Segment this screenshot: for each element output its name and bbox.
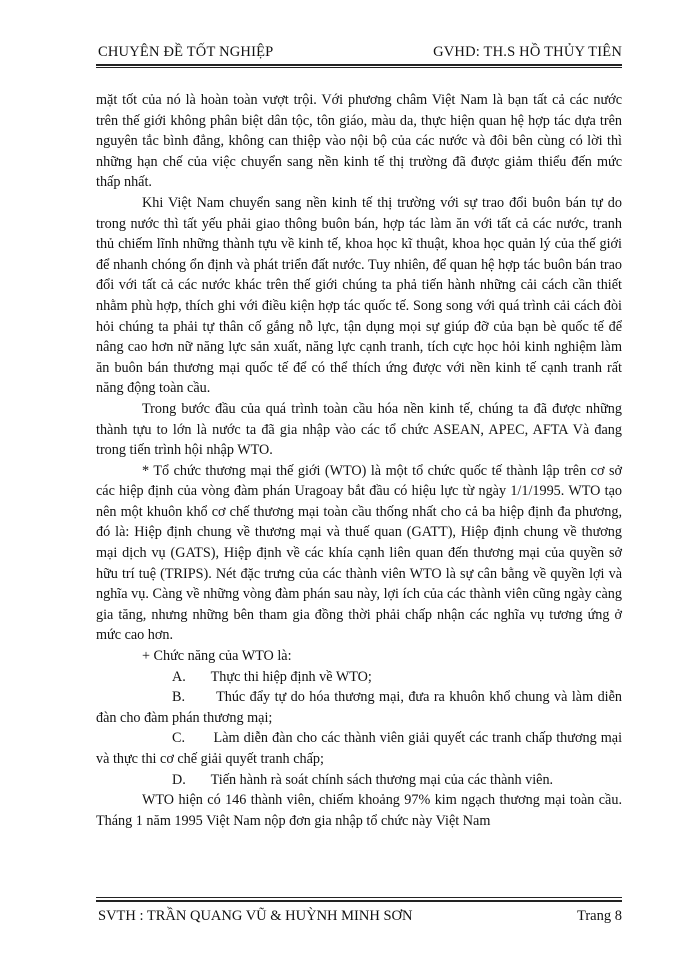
body-text [96,90,622,831]
paragraph: mặt tốt của nó là hoàn toàn vượt trội. Với phương châm Việt Nam là bạn tất cả các nước trên thế giới không phân biệt dân tộc, tôn giáo, màu da, thực hiện quan hệ hợp tác dựa trên nguyên tắc bình đẳng, không can thiệp vào nội bộ của các nước và đôi bên cùng có lời thì những hạn chế của việc chuyển sang nền kinh tế thị trường đã được giảm thiểu đến mức thấp nhất. [96,92,622,191]
item-text: Thực thi hiệp định về WTO; [210,668,372,685]
footer-rule [96,900,622,902]
item-text: Thúc đẩy tự do hóa thương mại, đưa ra khuôn khổ chung và làm diễn đàn cho đàm phán thương mại; [96,689,622,726]
header-title: CHUYÊN ĐỀ TỐT NGHIỆP [98,44,274,60]
function-item-c [96,728,622,769]
closing-paragraph: WTO hiện có 146 thành viên, chiếm khoảng 97% kim ngạch thương mại toàn cầu. Tháng 1 năm 1995 Việt Nam nộp đơn gia nhập tổ chức này Việt Nam [96,792,622,829]
header-advisor: GVHD: TH.S HỒ THỦY TIÊN [433,44,622,60]
page-header [98,44,622,61]
item-text: Tiến hành rà soát chính sách thương mại của các thành viên. [210,771,554,788]
function-item-b [96,687,622,728]
item-letter: C. [172,730,186,747]
header-rule [96,64,622,66]
function-item-a [96,667,622,688]
header-rule-thin [96,67,622,68]
paragraph: Trong bước đầu của quá trình toàn cầu hóa nền kinh tế, chúng ta đã được những thành tựu to lớn là nước ta đã gia nhập vào các tổ chức ASEAN, APEC, AFTA Và đang trong tiến trình hội nhập WTO. [96,400,622,459]
paragraph: Khi Việt Nam chuyển sang nền kinh tế thị trường với sự trao đổi buôn bán tự do trong nước thì tất yếu phải giao thông buôn bán, hợp tác làm ăn với tất cả các nước, tranh thủ chiếm lĩnh những thành tựu về kinh tế, khoa học kĩ thuật, khoa học quản lý của thế giới để nhanh chóng ổn định và phát triển đất nước. Tuy nhiên, để quan hệ hợp tác buôn bán trao đổi với tất cả các nước khác trên thế giới chúng ta phả tiến hành những cải cách cần thiết nhằm phù hợp, thích ghi với điều kiện hợp tác quốc tế. Song song với quá trình cải cách đòi hỏi chúng ta phải tự thân cố gắng nỗ lực, tận dụng mọi sự giúp đỡ của bạn bè quốc tế để nâng cao hơn nữ năng lực sản xuất, năng lực cạnh tranh, tích cực học hỏi kinh nghiệm làm ăn buôn bán thương mại quốc tế để có thể thích ứng được với nền kinh tế cạnh tranh rất năng động toàn cầu. [96,194,622,397]
functions-heading: + Chức năng của WTO là: [142,648,292,665]
footer-rule-thin [96,897,622,898]
function-item-d [96,770,622,791]
item-text: Làm diễn đàn cho các thành viên giải quyết các tranh chấp thương mại và thực thi cơ chế giải quyết tranh chấp; [96,730,623,767]
item-letter: D. [172,771,186,788]
page-number: Trang 8 [577,908,622,924]
footer-authors: SVTH : TRẦN QUANG VŨ & HUỲNH MINH SƠN [98,908,413,924]
paragraph: * Tổ chức thương mại thế giới (WTO) là một tổ chức quốc tế thành lập trên cơ sở các hiệp định của vòng đàm phán Uragoay bắt đầu có hiệu lực từ ngày 1/1/1995. WTO tạo nên một khuôn khổ cơ chế thương mại toàn cầu thống nhất cho cả ba hiệp định đa phương, đó là: Hiệp định chung về thương mại và thuế quan (GATT), Hiệp định chung về thương mại dịch vụ (GATS), Hiệp định về các khía cạnh liên quan đến thương mại của quyền sở hữu trí tuệ (TRIPS). Nét đặc trưng của các thành viên WTO là sự cân bằng về quyền lợi và nghĩa vụ. Càng về những vòng đàm phán sau này, lợi ích của các thành viên cũng ngày càng gia tăng, nhưng những bên tham gia đồng thời phải chấp nhận các nghĩa vụ tương ứng ở mức cao hơn. [96,462,622,644]
item-letter: B. [172,689,186,706]
item-letter: A. [172,668,186,685]
page-footer [98,908,622,925]
